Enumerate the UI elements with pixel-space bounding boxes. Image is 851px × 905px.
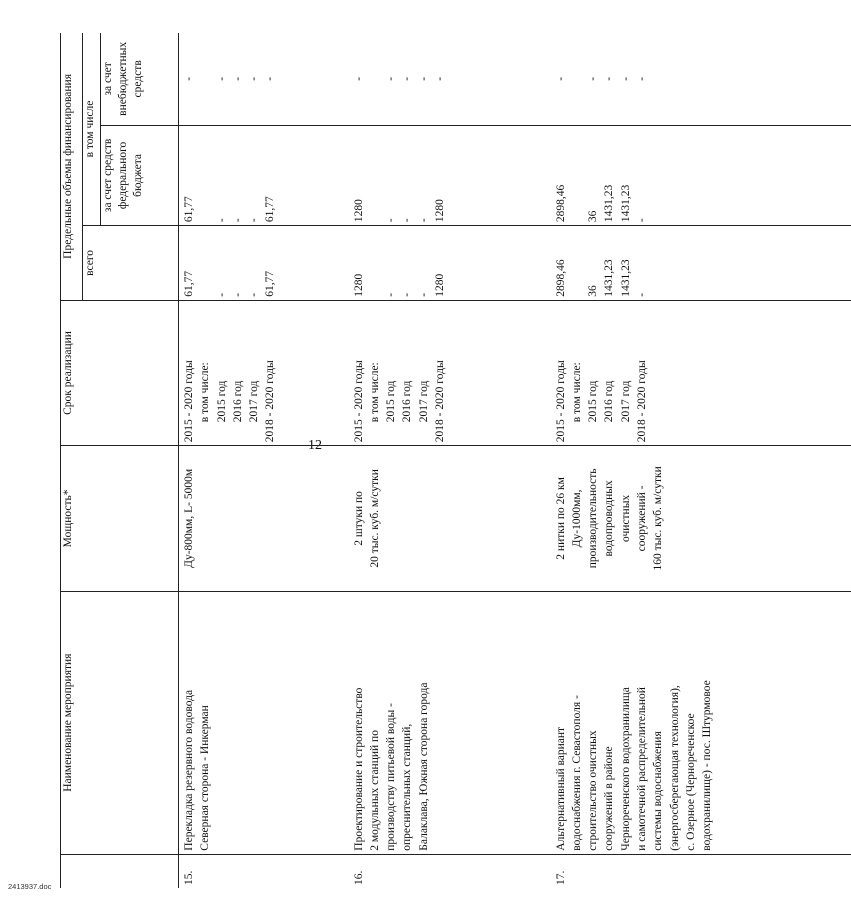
implementation-term-line: 2016 год	[231, 380, 244, 423]
measure-name-line: Перекладка резервного водовода	[183, 689, 195, 851]
total-amount-line: -	[635, 292, 648, 297]
extrabudget-amount-line: -	[603, 76, 616, 81]
federal-amount-line: -	[385, 218, 398, 223]
page-number: 12	[308, 438, 322, 453]
capacity-line: производительность	[587, 468, 600, 569]
measure-name-line: производству питьевой воды -	[385, 703, 398, 851]
capacity-line: 160 тыс. куб. м/сутки	[652, 466, 665, 571]
table-row	[551, 33, 851, 888]
federal-amount-line: -	[215, 218, 228, 223]
implementation-term	[551, 300, 851, 445]
implementation-term-line: 2018 - 2020 годы	[264, 360, 277, 443]
extrabudget-amount-line: -	[401, 76, 414, 81]
extrabudget-amount	[551, 33, 851, 125]
extrabudget-amount-line: -	[417, 76, 430, 81]
total-amount-line	[367, 229, 383, 297]
total-amount-line: 61,77	[264, 270, 277, 297]
measure-name-line: опреснительных станций,	[401, 723, 414, 851]
row-number: 17.	[551, 854, 851, 888]
implementation-term-line: 2015 - 2020 годы	[352, 360, 365, 443]
extrabudget-amount	[179, 33, 349, 125]
measure-name-line: 2 модульных станций по	[368, 730, 381, 851]
federal-amount-line: -	[248, 218, 261, 223]
implementation-term-line: 2018 - 2020 годы	[433, 360, 446, 443]
federal-amount	[179, 125, 349, 225]
implementation-term-line: 2016 год	[603, 380, 616, 423]
total-amount-line	[569, 229, 585, 297]
footer-document-ref: 2413937.doc	[8, 882, 52, 891]
total-amount	[551, 226, 851, 301]
federal-amount-line: 1280	[352, 199, 365, 223]
capacity	[179, 446, 349, 591]
implementation-term-line: 2017 год	[619, 380, 632, 423]
measure-name-line: Балаклава, Южная сторона города	[417, 682, 430, 851]
capacity-line: Ду-1000мм,	[570, 489, 583, 548]
implementation-term-line: 2015 - 2020 годы	[554, 360, 567, 443]
extrabudget-amount-line: -	[554, 76, 567, 81]
header-federal: за счет средств федерального бюджета	[101, 125, 179, 225]
header-limits: Предельные объемы финансирования	[61, 33, 83, 300]
capacity-line: сооружений -	[635, 485, 648, 552]
measure-name-line: (энергосберегающая технология),	[668, 685, 681, 851]
measure-name-line: Проектирование и строительство	[352, 687, 365, 851]
total-amount-line: -	[248, 292, 261, 297]
measure-name-line: с. Озерное (Чернореченское	[684, 713, 697, 851]
total-amount-line	[197, 229, 213, 297]
federal-amount-line: 1431,23	[619, 184, 632, 223]
total-amount-line: 61,77	[183, 270, 195, 297]
header-total: всего	[83, 226, 179, 301]
table-body	[179, 33, 851, 888]
federal-amount-line: -	[417, 218, 430, 223]
measure-name-line: водоснабжения г. Севастополя -	[570, 695, 583, 851]
measure-name-line: системы водоснабжения	[652, 731, 665, 851]
capacity-line: 20 тыс. куб. м/сутки	[368, 469, 381, 568]
extrabudget-amount-line: -	[215, 76, 228, 81]
total-amount-line: -	[231, 292, 244, 297]
total-amount-line: 1280	[433, 273, 446, 297]
measure-name-line: строительство очистных	[587, 730, 600, 851]
capacity-line: очистных	[619, 494, 632, 542]
federal-amount	[349, 125, 551, 225]
total-amount-line: 1431,23	[603, 259, 616, 297]
extrabudget-amount-line: -	[352, 76, 365, 81]
extrabudget-amount-line: -	[587, 76, 600, 81]
federal-amount-line: 2898,46	[554, 184, 567, 223]
financing-table	[60, 33, 851, 888]
extrabudget-amount-line: -	[183, 76, 195, 81]
total-amount	[349, 226, 551, 301]
measure-name	[179, 591, 349, 854]
federal-amount-line	[197, 129, 213, 222]
extrabudget-amount-line	[569, 36, 585, 122]
total-amount-line: 36	[587, 285, 600, 297]
row-number: 15.	[179, 854, 349, 888]
federal-amount-line: -	[401, 218, 414, 223]
implementation-term-line: в том числе:	[199, 362, 212, 423]
header-name: Наименование мероприятия	[61, 591, 179, 854]
capacity-line: водопроводных	[603, 480, 616, 557]
header-including: в том числе	[83, 33, 101, 226]
table-row	[349, 33, 551, 888]
table-row	[179, 33, 349, 888]
implementation-term-line: 2017 год	[248, 380, 261, 423]
extrabudget-amount-line	[367, 36, 383, 122]
rotated-table-container	[60, 33, 714, 888]
measure-name	[551, 591, 851, 854]
extrabudget-amount-line: -	[619, 76, 632, 81]
federal-amount-line: 36	[587, 210, 600, 223]
extrabudget-amount-line	[197, 36, 213, 122]
header-term: Срок реализации	[61, 300, 179, 445]
total-amount-line: 1431,23	[619, 259, 632, 297]
header-capacity: Мощность*	[61, 446, 179, 591]
federal-amount-line	[367, 129, 383, 222]
extrabudget-amount	[349, 33, 551, 125]
measure-name-line: сооружений в районе	[603, 746, 616, 851]
federal-amount-line: -	[231, 218, 244, 223]
federal-amount-line: -	[635, 218, 648, 223]
total-amount-line: 2898,46	[554, 259, 567, 297]
implementation-term	[179, 300, 349, 445]
implementation-term-line: 2015 год	[587, 380, 600, 423]
total-amount-line: -	[401, 292, 414, 297]
capacity-line: 2 штуки по	[352, 491, 365, 546]
capacity-line: 2 нитки по 26 км	[554, 477, 567, 560]
measure-name	[349, 591, 551, 854]
total-amount	[179, 226, 349, 301]
federal-amount-line	[569, 129, 585, 222]
federal-amount-line: 1280	[433, 199, 446, 223]
extrabudget-amount-line: -	[264, 76, 277, 81]
extrabudget-amount-line: -	[635, 76, 648, 81]
extrabudget-amount-line: -	[385, 76, 398, 81]
federal-amount	[551, 125, 851, 225]
implementation-term	[349, 300, 551, 445]
implementation-term-line: 2016 год	[401, 380, 414, 423]
implementation-term-line: 2017 год	[417, 380, 430, 423]
total-amount-line: -	[385, 292, 398, 297]
total-amount-line: -	[215, 292, 228, 297]
header-num	[61, 854, 179, 888]
measure-name-line: водохранилище) - пос. Штурмовое	[701, 680, 714, 851]
capacity	[551, 446, 851, 591]
federal-amount-line: 61,77	[264, 196, 277, 223]
federal-amount-line: 61,77	[183, 196, 195, 223]
implementation-term-line: 2015 год	[215, 380, 228, 423]
measure-name-line: Чернореченского водохранилища	[619, 687, 632, 851]
table-header	[61, 33, 179, 888]
implementation-term-line: в том числе:	[368, 362, 381, 423]
implementation-term-line: 2015 год	[385, 380, 398, 423]
measure-name-line: Северная сторона - Инкерман	[199, 705, 212, 851]
implementation-term-line: 2015 - 2020 годы	[183, 360, 195, 443]
total-amount-line: 1280	[352, 273, 365, 297]
total-amount-line: -	[417, 292, 430, 297]
federal-amount-line: 1431,23	[603, 184, 616, 223]
row-number: 16.	[349, 854, 551, 888]
extrabudget-amount-line: -	[433, 76, 446, 81]
implementation-term-line: 2018 - 2020 годы	[635, 360, 648, 443]
measure-name-line: и самотечной распределительной	[635, 687, 648, 851]
header-extrabudget: за счет внебюджетных средств	[101, 33, 179, 125]
capacity-line: Ду-800мм, L- 5000м	[183, 468, 195, 568]
capacity	[349, 446, 551, 591]
measure-name-line: Альтернативный вариант	[554, 726, 567, 851]
extrabudget-amount-line: -	[248, 76, 261, 81]
implementation-term-line: в том числе:	[570, 362, 583, 423]
extrabudget-amount-line: -	[231, 76, 244, 81]
